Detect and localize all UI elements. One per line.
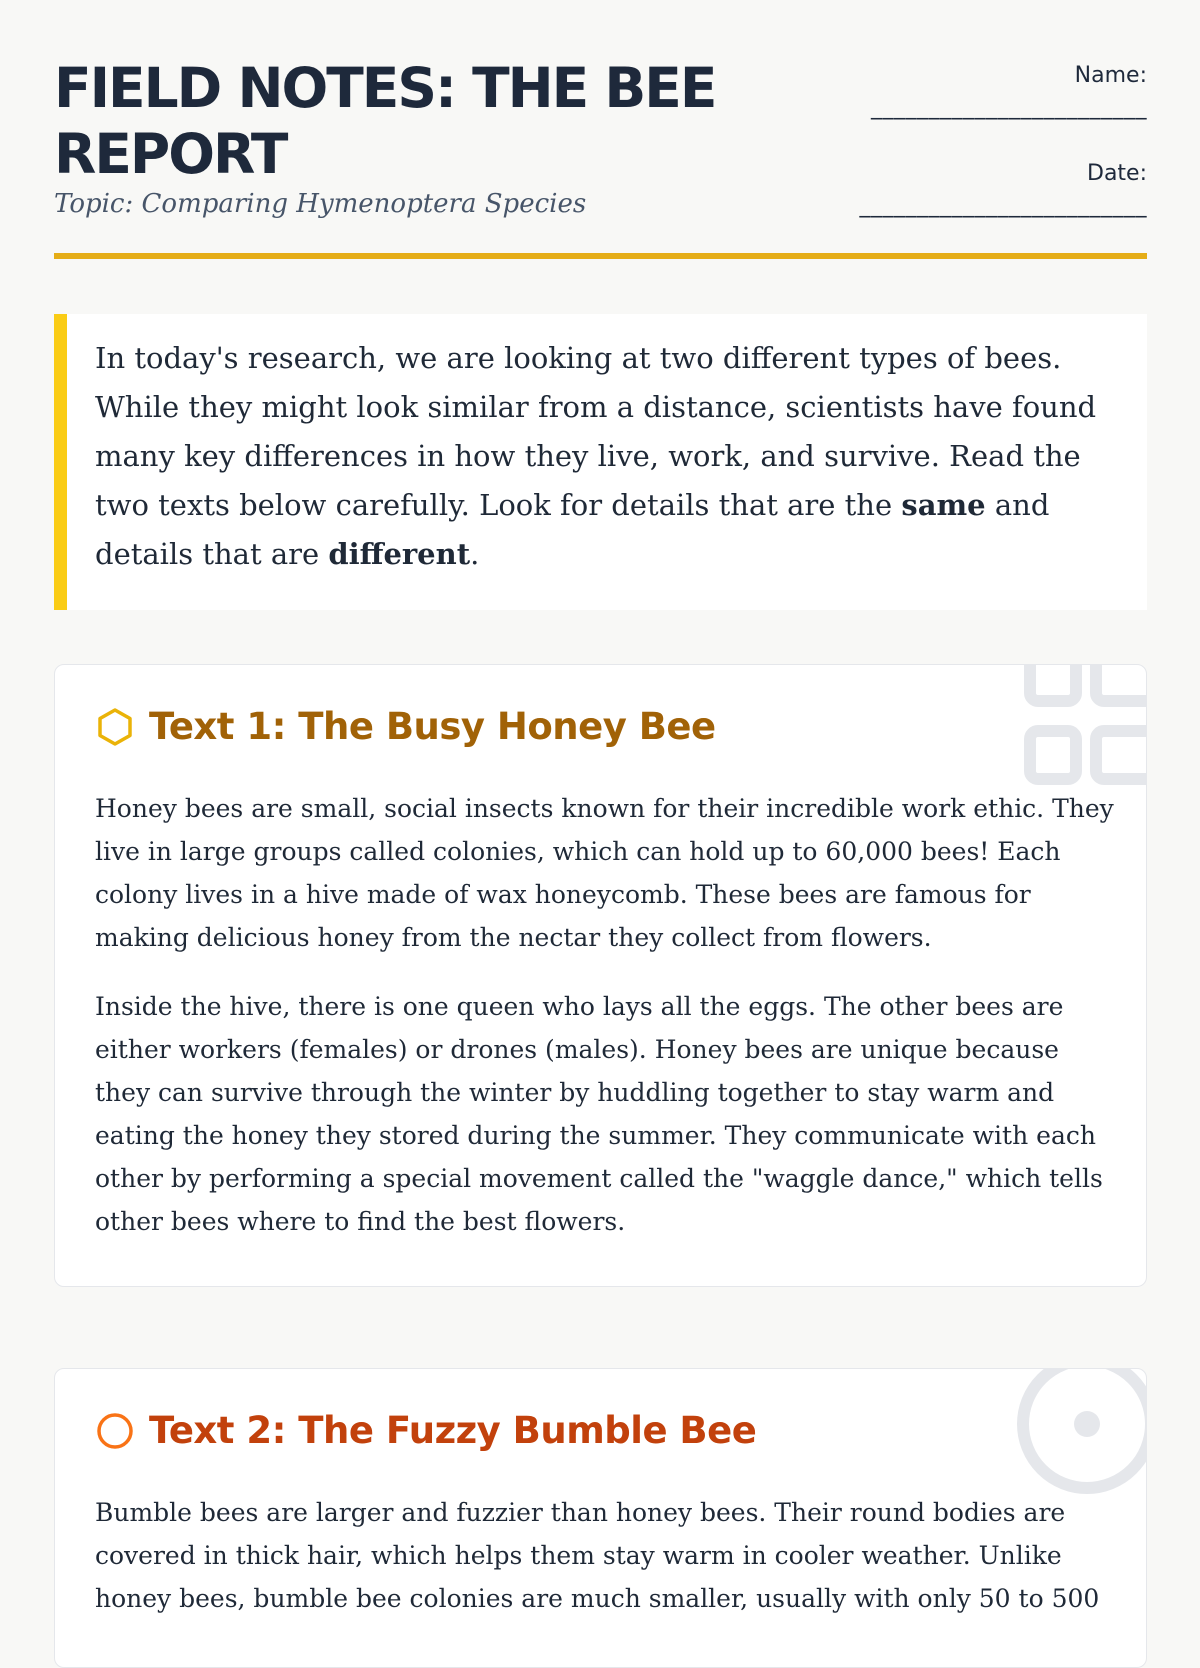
text2-heading bbox=[95, 1409, 756, 1452]
flower-decoration-icon bbox=[1011, 1369, 1146, 1504]
page-title: FIELD NOTES: THE BEE REPORT bbox=[54, 56, 716, 186]
text2-paragraph-1: Bumble bees are larger and fuzzier than honey bees. Their round bodies are covered in thick hair, which helps them stay warm in cooler weather. Unlike honey bees, bumble bee colonies are much smaller, usually with only 50 to 500 bbox=[95, 1498, 1100, 1613]
text1-title: Text 1: The Busy Honey Bee bbox=[149, 705, 716, 748]
worksheet-header bbox=[54, 55, 1147, 260]
topic-subtitle: Topic: Comparing Hymenoptera Species bbox=[54, 189, 587, 219]
text1-card bbox=[54, 664, 1147, 1287]
text2-title: Text 2: The Fuzzy Bumble Bee bbox=[149, 1409, 757, 1452]
emphasis-different: different bbox=[328, 537, 471, 571]
text2-body bbox=[95, 1491, 1115, 1646]
header-divider bbox=[54, 253, 1147, 259]
text1-body bbox=[95, 787, 1115, 1269]
text1-paragraph-2: Inside the hive, there is one queen who lays all the eggs. The other bees are either workers (females) or drones (males). Honey bees are unique because they can survive through the winter by huddling together to stay warm and eating the honey they stored during the summer. They communicate with each other by performing a special movement called the "waggle dance," which tells other bees where to find the best flowers. bbox=[95, 992, 1103, 1236]
text1-heading bbox=[95, 705, 716, 748]
hexagon-icon bbox=[95, 707, 135, 747]
intro-text: In today's research, we are looking at two different types of bees. While they might look similar from a distance, scientists have found many key differences in how they live, work, and survive. Read the two texts below carefully. Look for details that are the same and details that are different. bbox=[95, 341, 1097, 571]
name-label: Name: bbox=[1074, 63, 1147, 88]
name-blank-line[interactable]: ________________________ bbox=[871, 95, 1147, 120]
text2-card bbox=[54, 1368, 1147, 1668]
honeycomb-decoration-icon bbox=[1016, 665, 1146, 795]
date-blank-line[interactable]: _________________________ bbox=[859, 193, 1147, 218]
circle-icon bbox=[95, 1411, 135, 1451]
student-fields bbox=[767, 55, 1147, 251]
text1-paragraph-1: Honey bees are small, social insects known for their incredible work ethic. They live in large groups called colonies, which can hold up to 60,000 bees! Each colony lives in a hive made of wax honeycomb. These bees are famous for making delicious honey from the nectar they collect from flowers. bbox=[95, 794, 1114, 952]
intro-box bbox=[54, 314, 1147, 610]
emphasis-same: same bbox=[901, 488, 986, 522]
date-label: Date: bbox=[1087, 161, 1147, 186]
